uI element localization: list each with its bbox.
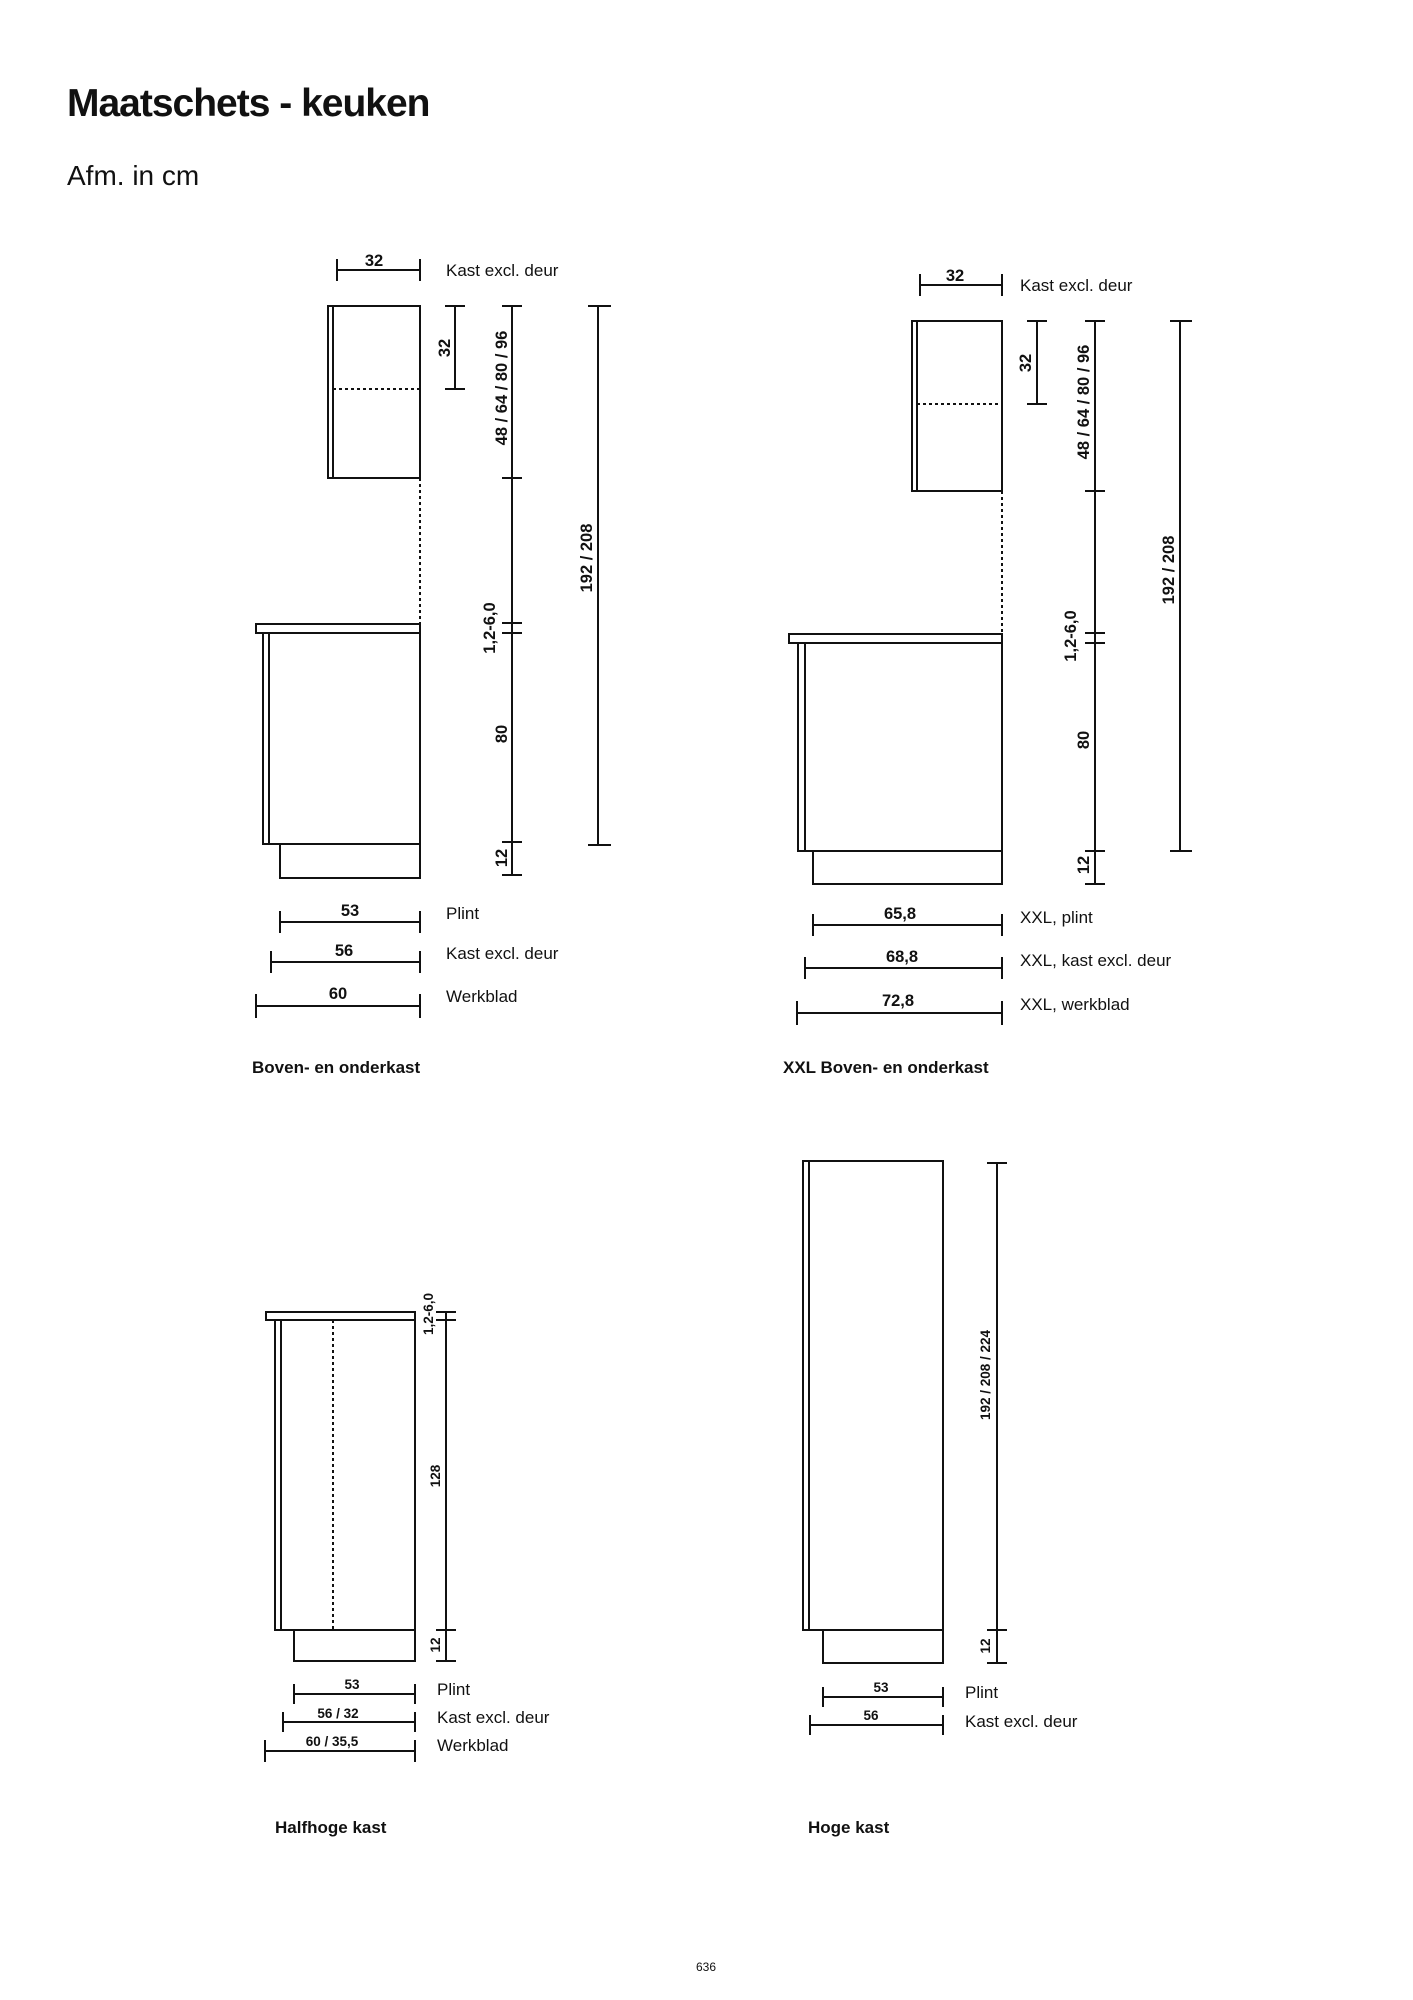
diagram-caption: XXL Boven- en onderkast (783, 1058, 989, 1077)
total-height-value: 192 / 208 / 224 (978, 1329, 993, 1421)
diagram-halfhoge-kast (265, 1312, 456, 1762)
worktop-thickness-value: 1,2-6,0 (1062, 610, 1080, 662)
top-depth-label: Kast excl. deur (446, 261, 559, 280)
plinth-width-label: Plint (446, 904, 480, 923)
worktop-width-value: 60 (328, 985, 348, 1003)
base-cabinet (798, 643, 1002, 851)
wall-cabinet (912, 321, 1002, 491)
worktop-width-label: Werkblad (437, 1736, 509, 1755)
cabinet-width-label: Kast excl. deur (965, 1712, 1078, 1731)
plinth-width-value: 65,8 (883, 905, 917, 923)
worktop (266, 1312, 415, 1320)
diagram-caption: Hoge kast (808, 1818, 890, 1837)
worktop-thickness-value: 1,2-6,0 (421, 1292, 436, 1336)
cabinet-width-label: Kast excl. deur (446, 944, 559, 963)
plinth-width-label: Plint (437, 1680, 471, 1699)
base-cabinet (263, 633, 420, 844)
total-height-value: 192 / 208 (1160, 535, 1178, 605)
wall-heights-value: 48 / 64 / 80 / 96 (1075, 344, 1093, 460)
cabinet-body (275, 1320, 415, 1630)
top-depth-value: 32 (945, 267, 965, 285)
cabinet-width-value: 56 / 32 (317, 1706, 359, 1721)
plinth-width-value: 53 (344, 1677, 360, 1692)
total-height-value: 192 / 208 (578, 523, 596, 593)
plinth-width-label: Plint (965, 1683, 999, 1702)
wall-offset-value: 32 (1017, 353, 1035, 373)
plinth-width-value: 53 (340, 902, 360, 920)
cabinet-width-label: XXL, kast excl. deur (1020, 951, 1172, 970)
base-height-value: 80 (1075, 730, 1093, 750)
wall-offset-value: 32 (436, 338, 454, 358)
worktop-width-value: 60 / 35,5 (305, 1734, 359, 1749)
wall-heights-value: 48 / 64 / 80 / 96 (493, 330, 511, 446)
cabinet-width-label: Kast excl. deur (437, 1708, 550, 1727)
page-subtitle: Afm. in cm (67, 160, 200, 191)
plinth (823, 1630, 943, 1663)
cabinet-width-value: 56 (863, 1708, 879, 1723)
base-height-value: 80 (493, 724, 511, 744)
diagram-boven-onderkast (256, 259, 611, 1018)
worktop (256, 624, 420, 633)
plinth-height-value: 12 (978, 1638, 993, 1654)
plinth-width-value: 53 (873, 1680, 889, 1695)
page-number: 636 (695, 1960, 717, 1974)
page-title: Maatschets - keuken (67, 82, 430, 125)
cabinet-width-value: 68,8 (885, 948, 919, 966)
plinth (280, 844, 420, 878)
plinth-height-value: 12 (493, 848, 511, 868)
diagram-caption: Boven- en onderkast (252, 1058, 421, 1077)
plinth-height-value: 12 (1075, 855, 1093, 875)
plinth (813, 851, 1002, 884)
worktop (789, 634, 1002, 643)
worktop-thickness-value: 1,2-6,0 (481, 602, 499, 654)
diagram-caption: Halfhoge kast (275, 1818, 387, 1837)
diagram-hoge-kast (803, 1161, 1007, 1735)
worktop-width-label: Werkblad (446, 987, 518, 1006)
plinth-height-value: 12 (428, 1637, 443, 1653)
top-depth-value: 32 (364, 252, 384, 270)
body-height-value: 128 (428, 1464, 443, 1488)
plinth-width-label: XXL, plint (1020, 908, 1093, 927)
cabinet-body (803, 1161, 943, 1630)
wall-cabinet (328, 306, 420, 478)
top-depth-label: Kast excl. deur (1020, 276, 1133, 295)
diagram-xxl-boven-onderkast (789, 274, 1192, 1025)
cabinet-width-value: 56 (334, 942, 354, 960)
worktop-width-value: 72,8 (881, 992, 915, 1010)
plinth (294, 1630, 415, 1661)
worktop-width-label: XXL, werkblad (1020, 995, 1130, 1014)
